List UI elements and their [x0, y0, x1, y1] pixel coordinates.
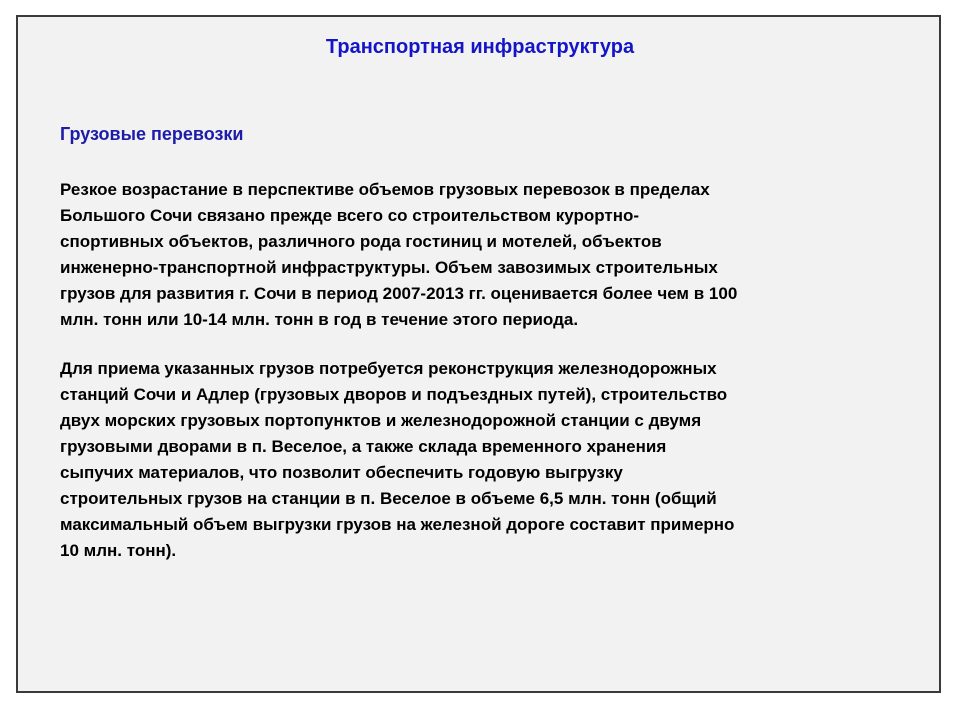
paragraph-2	[60, 356, 920, 564]
paragraph-line: станций Сочи и Адлер (грузовых дворов и подъездных путей), строительство	[60, 385, 728, 404]
paragraph-line: 10 млн. тонн).	[60, 541, 177, 560]
paragraph-line: максимальный объем выгрузки грузов на железной дороге составит примерно	[60, 515, 735, 534]
paragraph-line: Для приема указанных грузов потребуется реконструкция железнодорожных	[60, 359, 717, 378]
paragraph-line: Большого Сочи связано прежде всего со строительством курортно-	[60, 206, 640, 225]
paragraph-1	[60, 177, 920, 333]
paragraph-line: грузов для развития г. Сочи в период 2007-2013 гг. оценивается более чем в 100	[60, 284, 738, 303]
slide-title: Транспортная инфраструктура	[325, 36, 635, 58]
paragraph-line: спортивных объектов, различного рода гостиниц и мотелей, объектов	[60, 232, 662, 251]
paragraph-line: инженерно-транспортной инфраструктуры. Объем завозимых строительных	[60, 258, 718, 277]
paragraph-line: двух морских грузовых портопунктов и железнодорожной станции с двумя	[60, 411, 702, 430]
section-heading: Грузовые перевозки	[60, 124, 244, 144]
paragraph-line: строительных грузов на станции в п. Веселое в объеме 6,5 млн. тонн (общий	[60, 489, 717, 508]
paragraph-line: млн. тонн или 10-14 млн. тонн в год в течение этого периода.	[60, 310, 579, 329]
paragraph-line: Резкое возрастание в перспективе объемов грузовых перевозок в пределах	[60, 180, 710, 199]
content-frame	[16, 15, 941, 693]
paragraph-line: грузовыми дворами в п. Веселое, а также склада временного хранения	[60, 437, 667, 456]
paragraph-line: сыпучих материалов, что позволит обеспечить годовую выгрузку	[60, 463, 623, 482]
